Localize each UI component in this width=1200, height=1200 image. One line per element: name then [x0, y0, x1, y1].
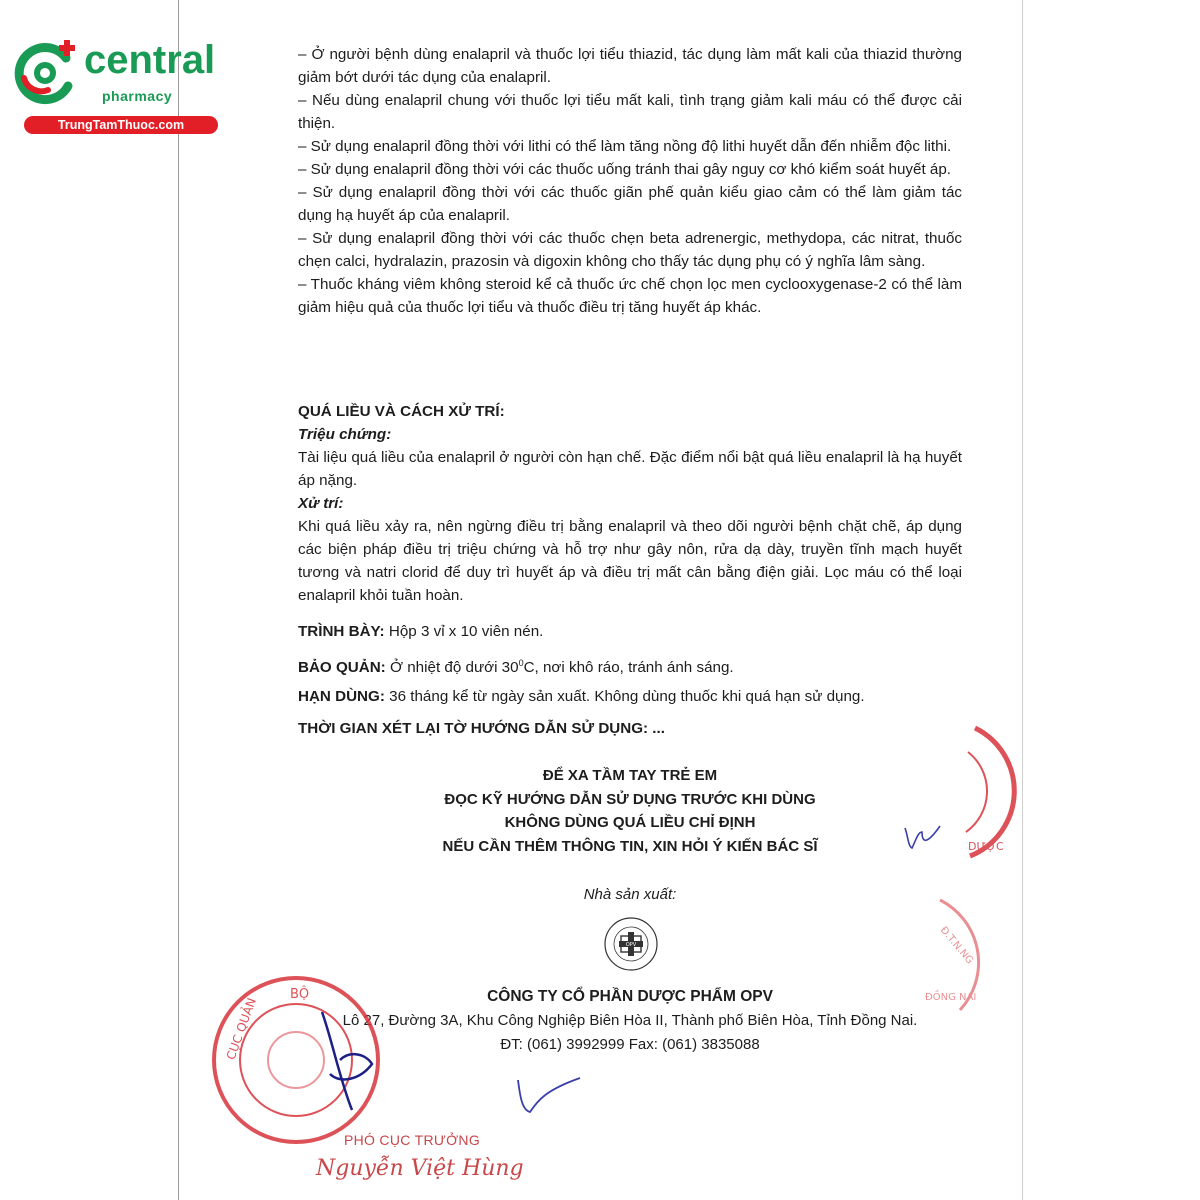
company-name: CÔNG TY CỔ PHẦN DƯỢC PHẨM OPV [487, 988, 773, 1005]
signature-title: PHÓ CỤC TRƯỞNG [344, 1132, 481, 1148]
svg-text:ĐỒNG NAI: ĐỒNG NAI [925, 992, 977, 1003]
interaction-item: – Sử dụng enalapril đồng thời với các thuốc giãn phế quản kiểu giao cảm có thể làm giảm tác dụng hạ huyết áp của enalapril. [298, 184, 962, 224]
warning-line: NẾU CẦN THÊM THÔNG TIN, XIN HỎI Ý KIẾN BÁC SĨ [442, 837, 818, 855]
storage-label: BẢO QUẢN: [298, 659, 386, 677]
interaction-item: – Ở người bệnh dùng enalapril và thuốc lợi tiểu thiazid, tác dụng làm mất kali của thiazid thường giảm bớt dưới tác dụng của enalapril. [298, 46, 962, 86]
interaction-item: – Sử dụng enalapril đồng thời với các thuốc uống tránh thai gây nguy cơ khó kiểm soát huyết áp. [298, 161, 952, 178]
warning-line: KHÔNG DÙNG QUÁ LIỀU CHỈ ĐỊNH [504, 814, 756, 831]
manufacturer-label: Nhà sản xuất: [583, 886, 677, 903]
company-address: Lô 27, Đường 3A, Khu Công Nghiệp Biên Hòa II, Thành phố Biên Hòa, Tỉnh Đồng Nai. [342, 1012, 918, 1029]
signature-name: Nguyễn Việt Hùng [316, 1156, 524, 1181]
svg-text:OPV: OPV [625, 942, 637, 948]
treatment-heading: Xử trí: [298, 495, 344, 512]
storage-text: Ở nhiệt độ dưới 30 [389, 659, 519, 677]
interaction-item: – Nếu dùng enalapril chung với thuốc lợi tiểu mất kali, tình trạng giảm kali máu có thể được cải thiện. [298, 92, 962, 132]
warning-line: ĐỂ XA TẦM TAY TRẺ EM [542, 767, 718, 784]
interaction-item: – Sử dụng enalapril đồng thời với các thuốc chẹn beta adrenergic, methydopa, các nitrat, thuốc chẹn calci, hydralazin, prazosin và digoxin không cho thấy tác dụng phụ có ý nghĩa lâm sàng. [298, 230, 962, 270]
shelf-life-text: 36 tháng kể từ ngày sản xuất. Không dùng thuốc khi quá hạn sử dụng. [389, 688, 865, 705]
presentation-label: TRÌNH BÀY: [298, 623, 385, 640]
symptoms-heading: Triệu chứng: [298, 426, 392, 443]
treatment-text: Khi quá liều xảy ra, nên ngừng điều trị bằng enalapril và theo dõi người bệnh chặt chẽ, áp dụng các biện pháp điều trị triệu chứng và hỗ trợ như gây nôn, rửa dạ dày, truyền tĩnh mạch huyết tương và natri clorid để duy trì huyết áp và điều trị mất cân bằng điện giải. Lọc máu có thể loại enalapril khỏi tuần hoàn. [298, 518, 962, 604]
overdose-heading: QUÁ LIỀU VÀ CÁCH XỬ TRÍ: [298, 403, 505, 420]
warning-line: ĐỌC KỸ HƯỚNG DẪN SỬ DỤNG TRƯỚC KHI DÙNG [444, 790, 816, 808]
right-lower-stamp [925, 900, 979, 1010]
svg-text:Đ.T.N.NG: Đ.T.N.NG [937, 924, 976, 967]
symptoms-text: Tài liệu quá liều của enalapril ở người còn hạn chế. Đặc điểm nổi bật quá liều enalapril là hạ huyết áp nặng. [298, 449, 962, 489]
interaction-item: – Thuốc kháng viêm không steroid kể cả thuốc ức chế chọn lọc men cyclooxygenase-2 có thể làm giảm hiệu quả của thuốc lợi tiểu và thuốc điều trị tăng huyết áp khác. [298, 276, 962, 316]
shelf-life-label: HẠN DÙNG: [298, 688, 385, 705]
storage-degree: 0 [518, 658, 524, 668]
logo-subtitle: pharmacy [102, 88, 173, 104]
ministry-stamp [214, 978, 378, 1142]
right-stamp [966, 728, 1014, 856]
review-label: THỜI GIAN XÉT LẠI TỜ HƯỚNG DẪN SỬ DỤNG: ... [298, 720, 665, 737]
interaction-item: – Sử dụng enalapril đồng thời với lithi có thể làm tăng nồng độ lithi huyết dẫn đến nhiễm độc lithi. [298, 138, 952, 155]
logo-name: central [84, 38, 216, 82]
svg-text:BỘ: BỘ [290, 987, 310, 1002]
svg-text:DƯỢC: DƯỢC [968, 840, 1004, 853]
company-phones: ĐT: (061) 3992999 Fax: (061) 3835088 [500, 1036, 760, 1053]
presentation-text: Hộp 3 vỉ x 10 viên nén. [388, 623, 544, 640]
svg-text:CỤC QUẢN: CỤC QUẢN [223, 996, 259, 1062]
storage-text-after: C, nơi khô ráo, tránh ánh sáng. [523, 659, 734, 677]
logo-url[interactable]: TrungTamThuoc.com [24, 116, 218, 134]
